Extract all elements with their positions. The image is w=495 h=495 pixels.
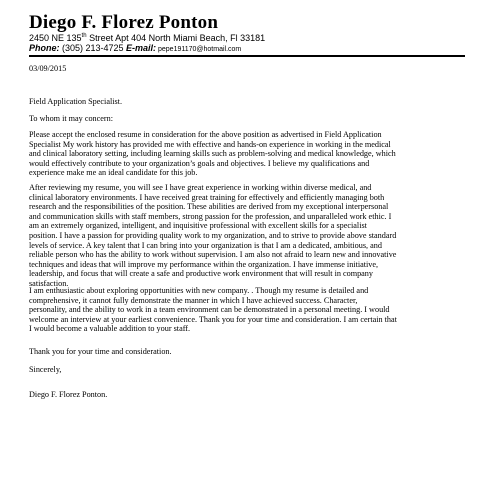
header-divider: [29, 55, 465, 57]
paragraph-line: comprehensive, it cannot fully demonstrate the manner in which I have achieved success. Character,: [29, 295, 358, 305]
paragraph-line: would effectively contribute to your organization’s goals and objectives. I believe my qualifications and: [29, 158, 370, 168]
email-value: pepe191170@hotmail.com: [156, 46, 242, 53]
salutation: To whom it may concern:: [29, 114, 114, 123]
closing-thanks: Thank you for your time and consideration.: [29, 347, 172, 356]
paragraph-line: leadership, and focus that will create a safe and productive work environment that will result in company: [29, 269, 373, 279]
paragraph-line: experience make me an ideal candidate for this job.: [29, 168, 198, 178]
paragraph-line: am an extremely organized, intelligent, and inquisitive professional with excellent skills for a specialist: [29, 221, 367, 231]
paragraph-line: satisfaction.: [29, 278, 69, 288]
paragraph-line: welcome an interview at your earliest convenience. Thank you for your time and consideration. I am certain that: [29, 314, 397, 324]
paragraph-line: reliable person who has the ability to work without supervision. I am also not afraid to learn new and innovative: [29, 250, 397, 260]
paragraph-line: I am enthusiastic about exploring opportunities with new company. . Though my resume is detailed and: [29, 286, 369, 295]
paragraph-line: personality, and the ability to work in a team environment can be demonstrated in a personal meeting. I would: [29, 305, 390, 315]
paragraph-3: [29, 286, 469, 334]
paragraph-line: clinical laboratory environments. I have received great training for effectively and efficiently managing both: [29, 192, 385, 202]
signature-name: Diego F. Florez Ponton.: [29, 390, 108, 399]
address-ordinal-suffix: th: [81, 33, 87, 39]
paragraph-line: I would become a valuable addition to your staff.: [29, 324, 191, 334]
address-rest: Street Apt 404 North Miami Beach, Fl 33181: [86, 33, 266, 43]
paragraph-line: and clinical laboratory setting, including learning skills such as problem-solving and medical knowledge, which: [29, 149, 396, 159]
letter-date: 03/09/2015: [29, 64, 67, 73]
paragraph-line: and communication skills with staff members, strong passion for the profession, and unparalleled work ethic. I: [29, 211, 392, 221]
sender-name: Diego F. Florez Ponton: [29, 12, 219, 33]
paragraph-2: [29, 183, 469, 289]
phone-label: Phone:: [29, 43, 60, 53]
paragraph-line: techniques and ideas that will improve my performance within the organization. I have immense initiative,: [29, 259, 379, 269]
paragraph-line: After reviewing my resume, you will see I have great experience in working within diverse medical, and: [29, 183, 372, 192]
address-street-number: 2450 NE 135: [29, 33, 82, 43]
closing-sincerely: Sincerely,: [29, 365, 62, 374]
paragraph-line: Please accept the enclosed resume in consideration for the above position as advertised in Field Application: [29, 130, 382, 139]
paragraph-line: levels of service. A key talent that I can bring into your organization is that I am a dedicated, ambitious, and: [29, 240, 382, 250]
phone-value: (305) 213-4725: [59, 43, 127, 53]
sender-contact: [29, 43, 241, 55]
paragraph-line: Specialist My work history has provided me with effective and hands-on experience in working in the medical: [29, 139, 391, 149]
position-title: Field Application Specialist.: [29, 97, 123, 106]
paragraph-line: research and the responsibilities of the position. These abilities are derived from my exceptional interpersonal: [29, 202, 389, 212]
paragraph-line: position. I have a passion for providing quality work to my organization, and to strive to provide above standard: [29, 230, 397, 240]
paragraph-1: [29, 130, 469, 178]
email-label: E-mail:: [126, 43, 157, 53]
